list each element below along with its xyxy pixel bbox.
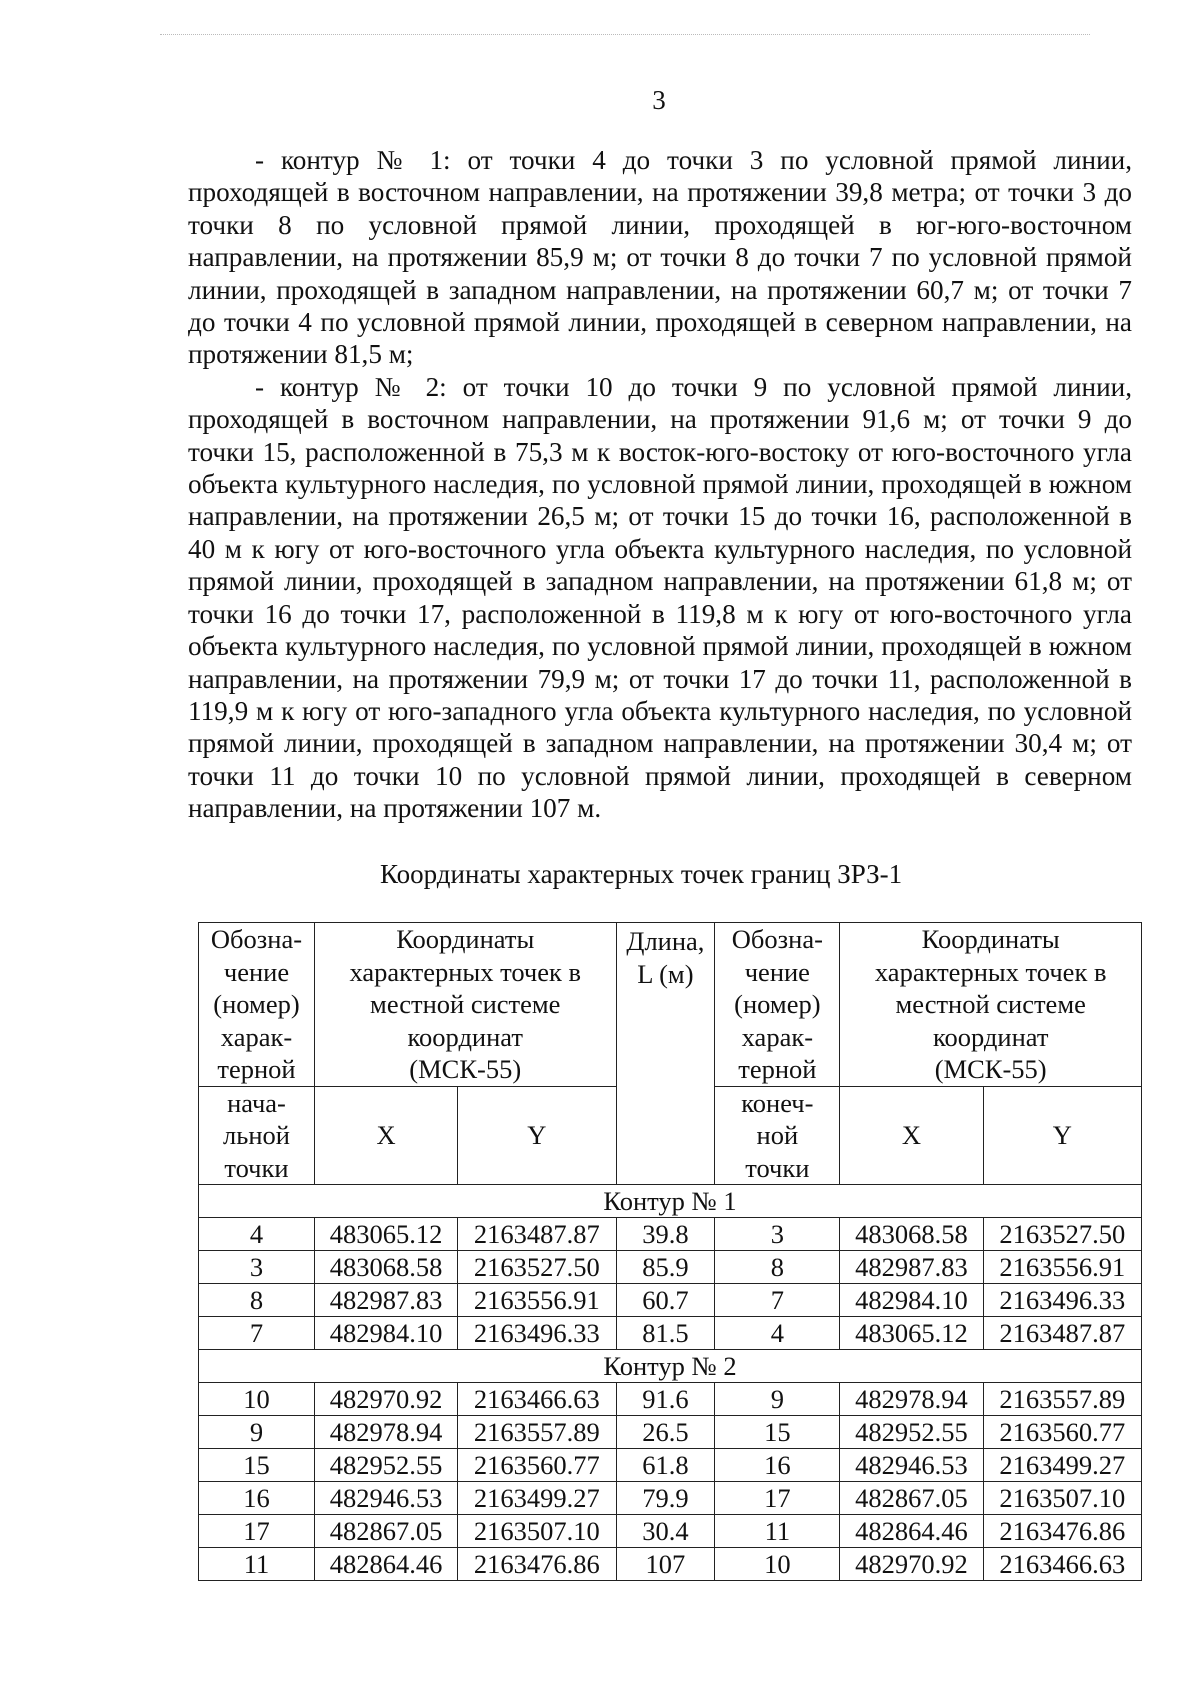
cell-start-point: 16 — [199, 1482, 315, 1515]
header-end-point-bottom: конеч- ной точки — [715, 1086, 840, 1185]
cell-end-point: 7 — [715, 1284, 840, 1317]
cell-start-point: 17 — [199, 1515, 315, 1548]
cell-start-y: 2163527.50 — [458, 1251, 616, 1284]
cell-end-x: 482978.94 — [840, 1383, 983, 1416]
cell-end-y: 2163507.10 — [983, 1482, 1141, 1515]
cell-end-point: 17 — [715, 1482, 840, 1515]
header-end-point-top: Обозна- чение (номер) харак- терной — [715, 923, 840, 1087]
contour-label-row — [199, 1185, 1142, 1218]
cell-start-point: 15 — [199, 1449, 315, 1482]
header-start-y: Y — [458, 1086, 616, 1185]
cell-start-y: 2163496.33 — [458, 1317, 616, 1350]
cell-start-x: 483068.58 — [314, 1251, 457, 1284]
contour-label-row — [199, 1350, 1142, 1383]
page-number: 3 — [652, 85, 666, 115]
cell-start-x: 482864.46 — [314, 1548, 457, 1581]
cell-end-x: 482952.55 — [840, 1416, 983, 1449]
cell-end-y: 2163556.91 — [983, 1251, 1141, 1284]
cell-start-y: 2163556.91 — [458, 1284, 616, 1317]
cell-end-y: 2163496.33 — [983, 1284, 1141, 1317]
table-row — [199, 1482, 1142, 1515]
header-end-coords: Координаты характерных точек в местной системе координат (МСК-55) — [840, 923, 1142, 1087]
cell-length: 39.8 — [616, 1218, 715, 1251]
cell-end-y: 2163487.87 — [983, 1317, 1141, 1350]
cell-end-y: 2163557.89 — [983, 1383, 1141, 1416]
cell-end-x: 483068.58 — [840, 1218, 983, 1251]
cell-end-y: 2163476.86 — [983, 1515, 1141, 1548]
cell-start-point: 3 — [199, 1251, 315, 1284]
table-row — [199, 1515, 1142, 1548]
cell-length: 26.5 — [616, 1416, 715, 1449]
cell-end-point: 9 — [715, 1383, 840, 1416]
cell-start-x: 482978.94 — [314, 1416, 457, 1449]
coordinates-table — [198, 922, 1142, 1581]
cell-end-point: 3 — [715, 1218, 840, 1251]
cell-start-x: 482952.55 — [314, 1449, 457, 1482]
cell-end-x: 482987.83 — [840, 1251, 983, 1284]
cell-start-point: 8 — [199, 1284, 315, 1317]
cell-start-point: 9 — [199, 1416, 315, 1449]
cell-end-point: 15 — [715, 1416, 840, 1449]
cell-end-point: 8 — [715, 1251, 840, 1284]
cell-start-x: 482984.10 — [314, 1317, 457, 1350]
header-end-x: X — [840, 1086, 983, 1185]
table-row — [199, 1416, 1142, 1449]
cell-start-y: 2163487.87 — [458, 1218, 616, 1251]
table-row — [199, 1548, 1142, 1581]
cell-end-x: 482970.92 — [840, 1548, 983, 1581]
table-row — [199, 1218, 1142, 1251]
table-row — [199, 1317, 1142, 1350]
cell-end-x: 483065.12 — [840, 1317, 983, 1350]
cell-end-point: 10 — [715, 1548, 840, 1581]
header-end-y: Y — [983, 1086, 1141, 1185]
cell-end-x: 482864.46 — [840, 1515, 983, 1548]
contour-label: Контур № 2 — [199, 1350, 1142, 1383]
cell-start-y: 2163499.27 — [458, 1482, 616, 1515]
cell-start-x: 483065.12 — [314, 1218, 457, 1251]
header-length: Длина, L (м) — [616, 923, 715, 1185]
cell-end-x: 482867.05 — [840, 1482, 983, 1515]
paragraph-contour-1: - контур № 1: от точки 4 до точки 3 по условной прямой линии, проходящей в восточном направлении, на протяжении 39,8 метра; от точки 3 до точки 8 по условной прямой линии, проходящей в юг-юго-восточном направлении, на протяжении 85,9 м; от точки 8 до точки 7 по условной прямой линии, проходящей в западном направлении, на протяжении 60,7 м; от точки 7 до точки 4 по условной прямой линии, проходящей в северном направлении, на протяжении 81,5 м; — [188, 145, 1132, 370]
cell-start-x: 482867.05 — [314, 1515, 457, 1548]
scan-artifact-line — [160, 34, 1090, 36]
table-header-row — [199, 923, 1142, 1087]
cell-end-point: 16 — [715, 1449, 840, 1482]
table-body — [199, 923, 1142, 1581]
table-caption: Координаты характерных точек границ ЗРЗ-1 — [380, 859, 903, 889]
cell-length: 107 — [616, 1548, 715, 1581]
cell-start-point: 7 — [199, 1317, 315, 1350]
cell-start-x: 482946.53 — [314, 1482, 457, 1515]
header-start-x: X — [314, 1086, 457, 1185]
cell-end-point: 4 — [715, 1317, 840, 1350]
cell-start-point: 10 — [199, 1383, 315, 1416]
table-row — [199, 1251, 1142, 1284]
cell-end-y: 2163527.50 — [983, 1218, 1141, 1251]
cell-end-y: 2163499.27 — [983, 1449, 1141, 1482]
contour-label: Контур № 1 — [199, 1185, 1142, 1218]
table-row — [199, 1284, 1142, 1317]
cell-length: 91.6 — [616, 1383, 715, 1416]
table-row — [199, 1449, 1142, 1482]
header-start-point-top: Обозна- чение (номер) харак- терной — [199, 923, 315, 1087]
cell-start-x: 482987.83 — [314, 1284, 457, 1317]
cell-length: 30.4 — [616, 1515, 715, 1548]
header-start-point-bottom: нача- льной точки — [199, 1086, 315, 1185]
cell-end-point: 11 — [715, 1515, 840, 1548]
cell-start-point: 4 — [199, 1218, 315, 1251]
cell-length: 85.9 — [616, 1251, 715, 1284]
cell-end-x: 482984.10 — [840, 1284, 983, 1317]
paragraph-contour-2: - контур № 2: от точки 10 до точки 9 по условной прямой линии, проходящей в восточном направлении, на протяжении 91,6 м; от точки 9 до точки 15, расположенной в 75,3 м к восток-юго-востоку от юго-восточного угла объекта культурного наследия, по условной прямой линии, проходящей в южном направлении, на протяжении 26,5 м; от точки 15 до точки 16, расположенной в 40 м к югу от юго-восточного угла объекта культурного наследия, по условной прямой линии, проходящей в западном направлении, на протяжении 61,8 м; от точки 16 до точки 17, расположенной в 119,8 м к югу от юго-восточного угла объекта культурного наследия, по условной прямой линии, проходящей в южном направлении, на протяжении 79,9 м; от точки 17 до точки 11, расположенной в 119,9 м к югу от юго-западного угла объекта культурного наследия, по условной прямой линии, проходящей в западном направлении, на протяжении 30,4 м; от точки 11 до точки 10 по условной прямой линии, проходящей в северном направлении, на протяжении 107 м. — [188, 371, 1132, 824]
header-start-coords: Координаты характерных точек в местной системе координат (МСК-55) — [314, 923, 616, 1087]
cell-start-point: 11 — [199, 1548, 315, 1581]
cell-length: 79.9 — [616, 1482, 715, 1515]
cell-end-y: 2163466.63 — [983, 1548, 1141, 1581]
cell-start-y: 2163466.63 — [458, 1383, 616, 1416]
cell-start-y: 2163507.10 — [458, 1515, 616, 1548]
cell-length: 81.5 — [616, 1317, 715, 1350]
cell-length: 61.8 — [616, 1449, 715, 1482]
body-text — [188, 144, 1132, 825]
cell-start-x: 482970.92 — [314, 1383, 457, 1416]
cell-start-y: 2163560.77 — [458, 1449, 616, 1482]
cell-end-x: 482946.53 — [840, 1449, 983, 1482]
table-row — [199, 1383, 1142, 1416]
cell-start-y: 2163557.89 — [458, 1416, 616, 1449]
cell-start-y: 2163476.86 — [458, 1548, 616, 1581]
cell-length: 60.7 — [616, 1284, 715, 1317]
cell-end-y: 2163560.77 — [983, 1416, 1141, 1449]
